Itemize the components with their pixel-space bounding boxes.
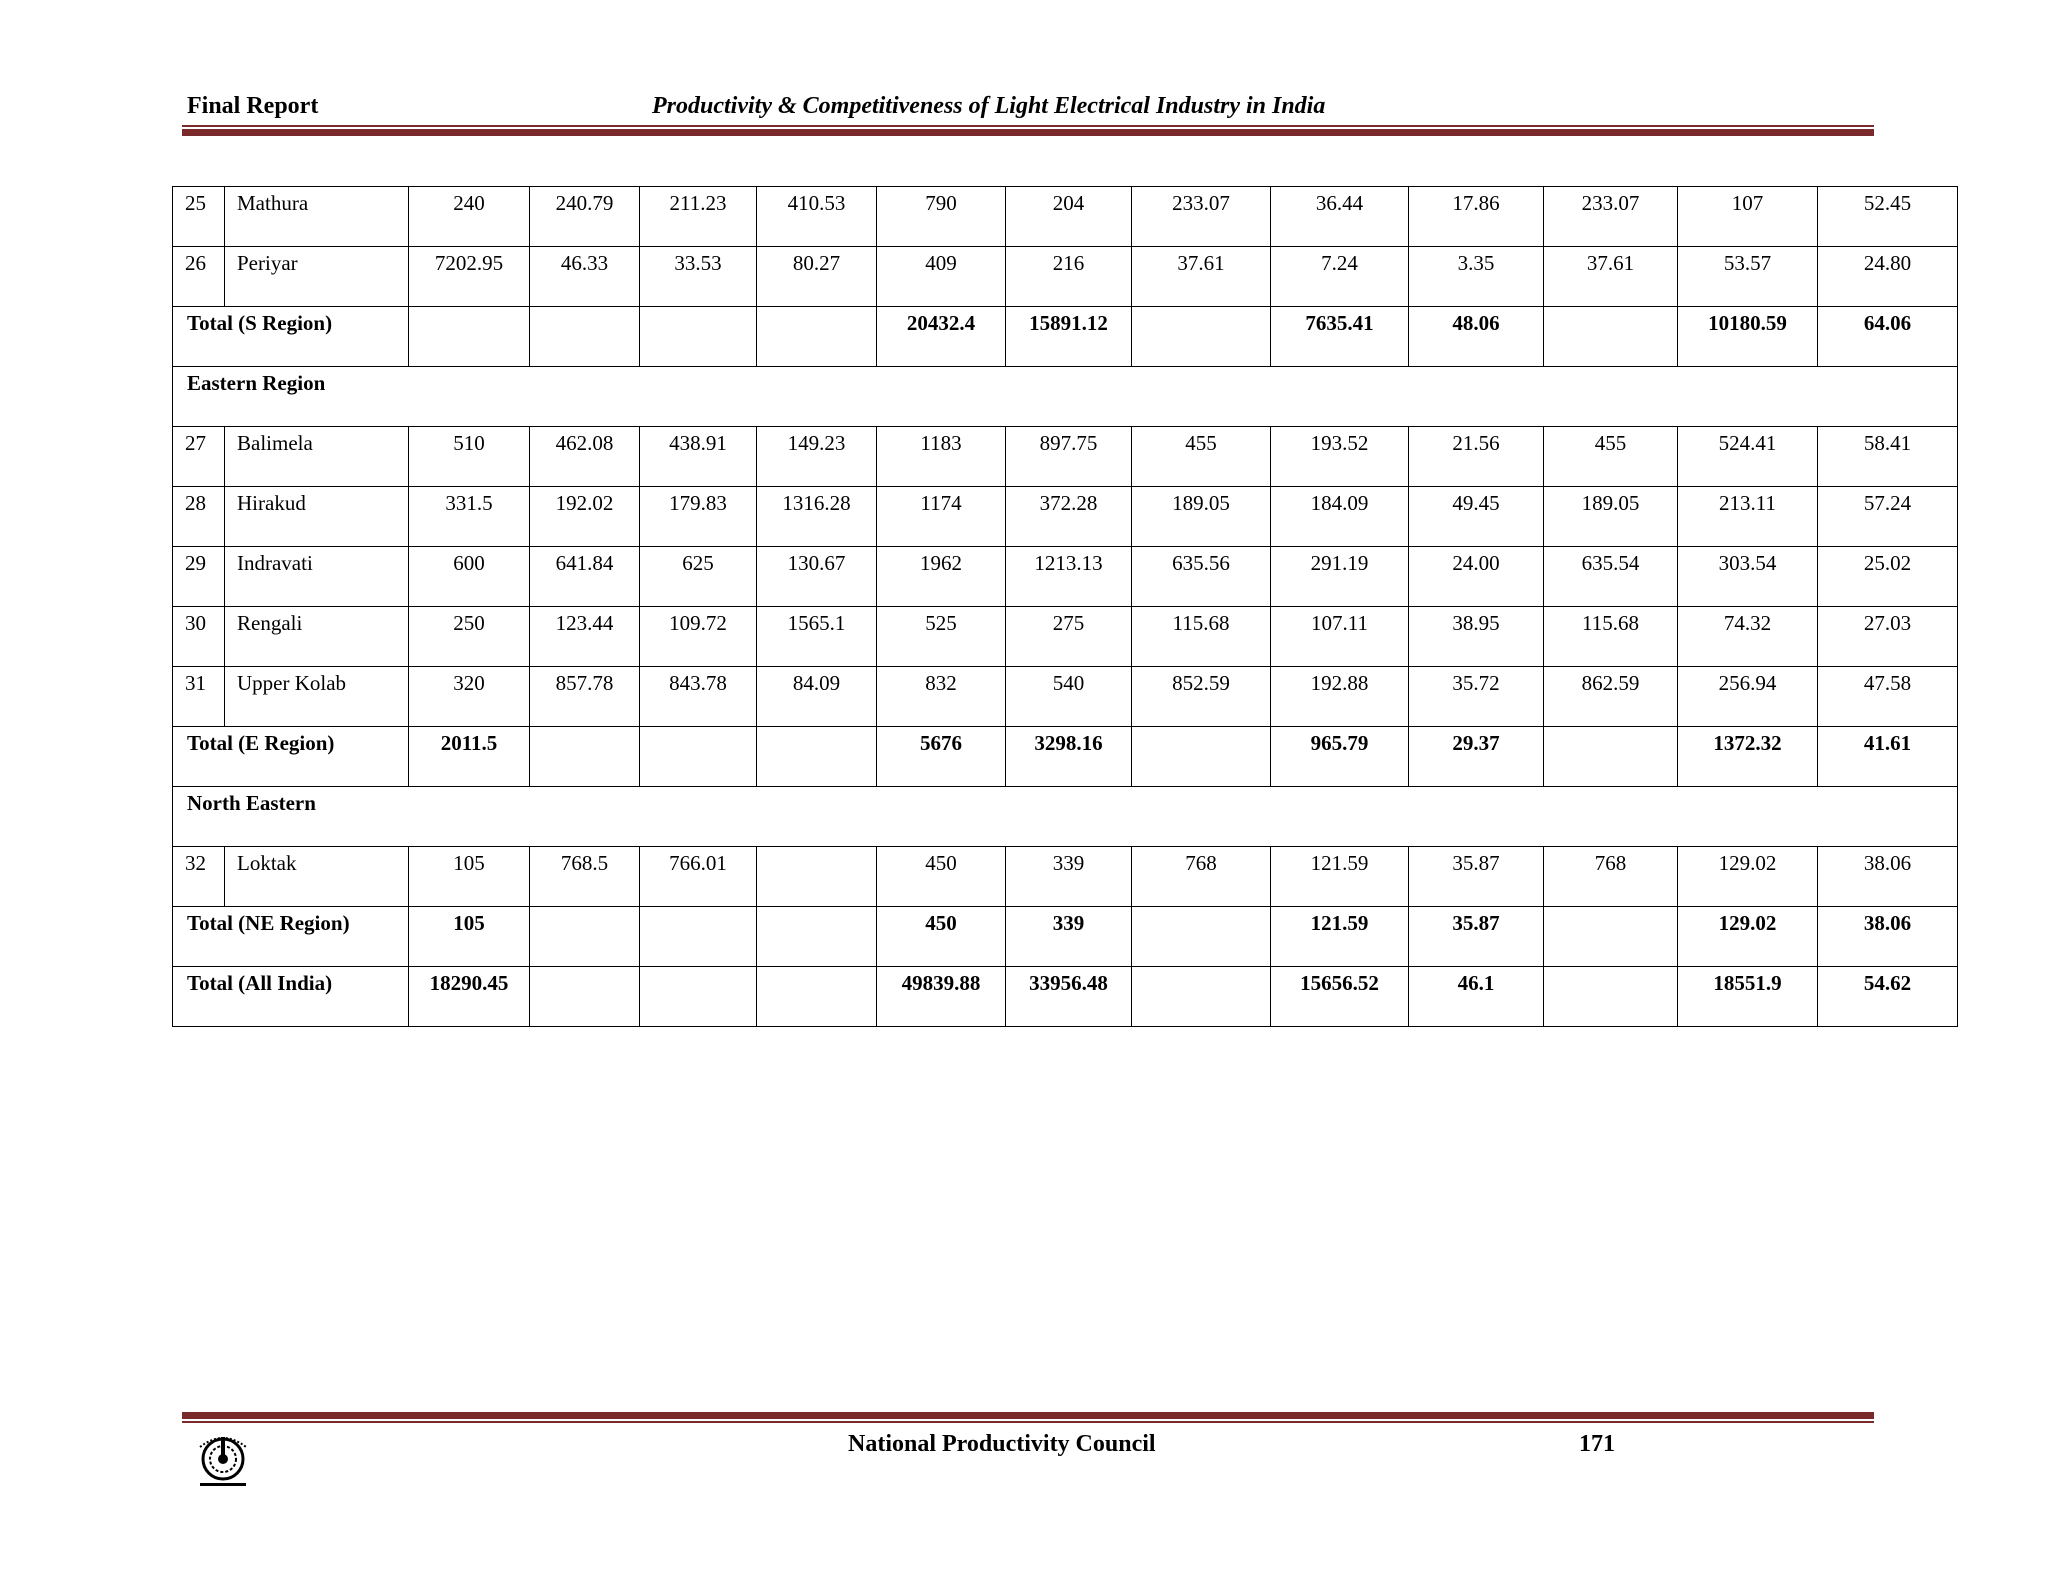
value-cell [1132, 727, 1271, 787]
row-number: 32 [173, 847, 225, 907]
total-row [173, 967, 1958, 1027]
value-cell [1544, 727, 1678, 787]
value-cell: 862.59 [1544, 667, 1678, 727]
value-cell: 130.67 [757, 547, 877, 607]
value-cell: 121.59 [1271, 847, 1409, 907]
total-label: Total (S Region) [173, 307, 409, 367]
value-cell: 852.59 [1132, 667, 1271, 727]
value-cell: 184.09 [1271, 487, 1409, 547]
value-cell: 857.78 [530, 667, 640, 727]
row-number: 26 [173, 247, 225, 307]
region-header-row [173, 787, 1958, 847]
value-cell: 109.72 [640, 607, 757, 667]
table-row [173, 427, 1958, 487]
value-cell: 768.5 [530, 847, 640, 907]
value-cell: 54.62 [1818, 967, 1958, 1027]
value-cell: 107.11 [1271, 607, 1409, 667]
total-row [173, 907, 1958, 967]
value-cell: 53.57 [1678, 247, 1818, 307]
value-cell: 24.80 [1818, 247, 1958, 307]
value-cell: 179.83 [640, 487, 757, 547]
value-cell: 211.23 [640, 187, 757, 247]
region-label: Eastern Region [173, 367, 1958, 427]
value-cell: 10180.59 [1678, 307, 1818, 367]
project-name: Rengali [225, 607, 409, 667]
footer-rule-thin [182, 1421, 1874, 1423]
value-cell: 35.72 [1409, 667, 1544, 727]
value-cell: 21.56 [1409, 427, 1544, 487]
value-cell: 768 [1544, 847, 1678, 907]
value-cell: 339 [1006, 907, 1132, 967]
npc-logo-icon [186, 1431, 260, 1493]
value-cell: 965.79 [1271, 727, 1409, 787]
value-cell: 1316.28 [757, 487, 877, 547]
value-cell: 58.41 [1818, 427, 1958, 487]
value-cell: 455 [1132, 427, 1271, 487]
value-cell [1132, 907, 1271, 967]
value-cell [757, 907, 877, 967]
row-number: 28 [173, 487, 225, 547]
value-cell: 7.24 [1271, 247, 1409, 307]
value-cell: 3298.16 [1006, 727, 1132, 787]
value-cell: 41.61 [1818, 727, 1958, 787]
value-cell: 1174 [877, 487, 1006, 547]
table-row [173, 247, 1958, 307]
value-cell: 49839.88 [877, 967, 1006, 1027]
value-cell: 33.53 [640, 247, 757, 307]
value-cell: 47.58 [1818, 667, 1958, 727]
value-cell: 275 [1006, 607, 1132, 667]
region-header-row [173, 367, 1958, 427]
value-cell: 1962 [877, 547, 1006, 607]
value-cell: 115.68 [1132, 607, 1271, 667]
value-cell: 524.41 [1678, 427, 1818, 487]
value-cell: 1565.1 [757, 607, 877, 667]
value-cell: 240 [409, 187, 530, 247]
value-cell: 641.84 [530, 547, 640, 607]
value-cell: 450 [877, 847, 1006, 907]
footer-organization: National Productivity Council [848, 1431, 1156, 1457]
value-cell: 7635.41 [1271, 307, 1409, 367]
table-row [173, 487, 1958, 547]
value-cell: 20432.4 [877, 307, 1006, 367]
value-cell: 766.01 [640, 847, 757, 907]
value-cell: 256.94 [1678, 667, 1818, 727]
value-cell: 372.28 [1006, 487, 1132, 547]
value-cell: 410.53 [757, 187, 877, 247]
value-cell: 38.06 [1818, 907, 1958, 967]
value-cell: 46.33 [530, 247, 640, 307]
value-cell [640, 727, 757, 787]
value-cell [757, 847, 877, 907]
value-cell: 84.09 [757, 667, 877, 727]
value-cell: 107 [1678, 187, 1818, 247]
value-cell: 25.02 [1818, 547, 1958, 607]
value-cell: 105 [409, 847, 530, 907]
row-number: 29 [173, 547, 225, 607]
row-number: 25 [173, 187, 225, 247]
value-cell: 52.45 [1818, 187, 1958, 247]
project-name: Mathura [225, 187, 409, 247]
value-cell: 339 [1006, 847, 1132, 907]
page-number: 171 [1579, 1431, 1615, 1457]
value-cell: 35.87 [1409, 847, 1544, 907]
value-cell: 832 [877, 667, 1006, 727]
value-cell: 525 [877, 607, 1006, 667]
value-cell: 213.11 [1678, 487, 1818, 547]
project-name: Indravati [225, 547, 409, 607]
value-cell: 233.07 [1132, 187, 1271, 247]
value-cell: 450 [877, 907, 1006, 967]
header-rule-thick [182, 129, 1874, 136]
value-cell: 129.02 [1678, 847, 1818, 907]
value-cell [757, 307, 877, 367]
value-cell [409, 307, 530, 367]
value-cell: 33956.48 [1006, 967, 1132, 1027]
value-cell [640, 307, 757, 367]
value-cell: 115.68 [1544, 607, 1678, 667]
report-label: Final Report [187, 93, 319, 119]
project-name: Upper Kolab [225, 667, 409, 727]
table-row [173, 847, 1958, 907]
value-cell: 80.27 [757, 247, 877, 307]
value-cell: 233.07 [1544, 187, 1678, 247]
value-cell: 303.54 [1678, 547, 1818, 607]
value-cell: 204 [1006, 187, 1132, 247]
value-cell: 7202.95 [409, 247, 530, 307]
value-cell [1132, 307, 1271, 367]
value-cell: 123.44 [530, 607, 640, 667]
value-cell [757, 967, 877, 1027]
value-cell: 24.00 [1409, 547, 1544, 607]
value-cell: 240.79 [530, 187, 640, 247]
table-row [173, 187, 1958, 247]
value-cell: 48.06 [1409, 307, 1544, 367]
value-cell: 37.61 [1544, 247, 1678, 307]
value-cell: 540 [1006, 667, 1132, 727]
value-cell [1544, 907, 1678, 967]
value-cell: 38.95 [1409, 607, 1544, 667]
value-cell: 635.56 [1132, 547, 1271, 607]
value-cell [1132, 967, 1271, 1027]
row-number: 31 [173, 667, 225, 727]
value-cell: 291.19 [1271, 547, 1409, 607]
value-cell: 192.02 [530, 487, 640, 547]
value-cell: 18290.45 [409, 967, 530, 1027]
value-cell: 438.91 [640, 427, 757, 487]
table-row [173, 667, 1958, 727]
value-cell: 250 [409, 607, 530, 667]
value-cell: 216 [1006, 247, 1132, 307]
total-row [173, 727, 1958, 787]
value-cell [1544, 307, 1678, 367]
value-cell: 1372.32 [1678, 727, 1818, 787]
row-number: 27 [173, 427, 225, 487]
value-cell [530, 967, 640, 1027]
value-cell: 38.06 [1818, 847, 1958, 907]
value-cell: 455 [1544, 427, 1678, 487]
value-cell: 49.45 [1409, 487, 1544, 547]
value-cell: 790 [877, 187, 1006, 247]
value-cell [530, 907, 640, 967]
value-cell: 3.35 [1409, 247, 1544, 307]
value-cell: 1213.13 [1006, 547, 1132, 607]
data-table [172, 186, 1958, 1027]
value-cell: 510 [409, 427, 530, 487]
table-row [173, 607, 1958, 667]
total-label: Total (E Region) [173, 727, 409, 787]
value-cell: 64.06 [1818, 307, 1958, 367]
value-cell [530, 307, 640, 367]
value-cell: 189.05 [1544, 487, 1678, 547]
value-cell: 121.59 [1271, 907, 1409, 967]
footer-rule-thick [182, 1412, 1874, 1419]
value-cell: 129.02 [1678, 907, 1818, 967]
project-name: Loktak [225, 847, 409, 907]
value-cell [640, 907, 757, 967]
value-cell: 149.23 [757, 427, 877, 487]
value-cell: 409 [877, 247, 1006, 307]
report-title: Productivity & Competitiveness of Light Electrical Industry in India [652, 93, 1326, 119]
value-cell: 18551.9 [1678, 967, 1818, 1027]
value-cell: 462.08 [530, 427, 640, 487]
value-cell: 331.5 [409, 487, 530, 547]
project-name: Hirakud [225, 487, 409, 547]
value-cell: 192.88 [1271, 667, 1409, 727]
row-number: 30 [173, 607, 225, 667]
value-cell: 35.87 [1409, 907, 1544, 967]
value-cell: 27.03 [1818, 607, 1958, 667]
value-cell: 37.61 [1132, 247, 1271, 307]
total-label: Total (All India) [173, 967, 409, 1027]
value-cell: 1183 [877, 427, 1006, 487]
value-cell [530, 727, 640, 787]
table-row [173, 547, 1958, 607]
project-name: Balimela [225, 427, 409, 487]
project-name: Periyar [225, 247, 409, 307]
value-cell: 46.1 [1409, 967, 1544, 1027]
total-row [173, 307, 1958, 367]
value-cell: 5676 [877, 727, 1006, 787]
total-label: Total (NE Region) [173, 907, 409, 967]
value-cell [1544, 967, 1678, 1027]
value-cell: 17.86 [1409, 187, 1544, 247]
value-cell: 897.75 [1006, 427, 1132, 487]
value-cell [757, 727, 877, 787]
value-cell: 193.52 [1271, 427, 1409, 487]
value-cell: 843.78 [640, 667, 757, 727]
value-cell: 15656.52 [1271, 967, 1409, 1027]
value-cell: 2011.5 [409, 727, 530, 787]
value-cell: 105 [409, 907, 530, 967]
value-cell: 36.44 [1271, 187, 1409, 247]
region-label: North Eastern [173, 787, 1958, 847]
value-cell: 600 [409, 547, 530, 607]
value-cell: 15891.12 [1006, 307, 1132, 367]
value-cell: 635.54 [1544, 547, 1678, 607]
value-cell: 625 [640, 547, 757, 607]
value-cell: 320 [409, 667, 530, 727]
header-rule-thin [182, 125, 1874, 127]
value-cell [640, 967, 757, 1027]
value-cell: 768 [1132, 847, 1271, 907]
value-cell: 57.24 [1818, 487, 1958, 547]
value-cell: 29.37 [1409, 727, 1544, 787]
value-cell: 189.05 [1132, 487, 1271, 547]
value-cell: 74.32 [1678, 607, 1818, 667]
